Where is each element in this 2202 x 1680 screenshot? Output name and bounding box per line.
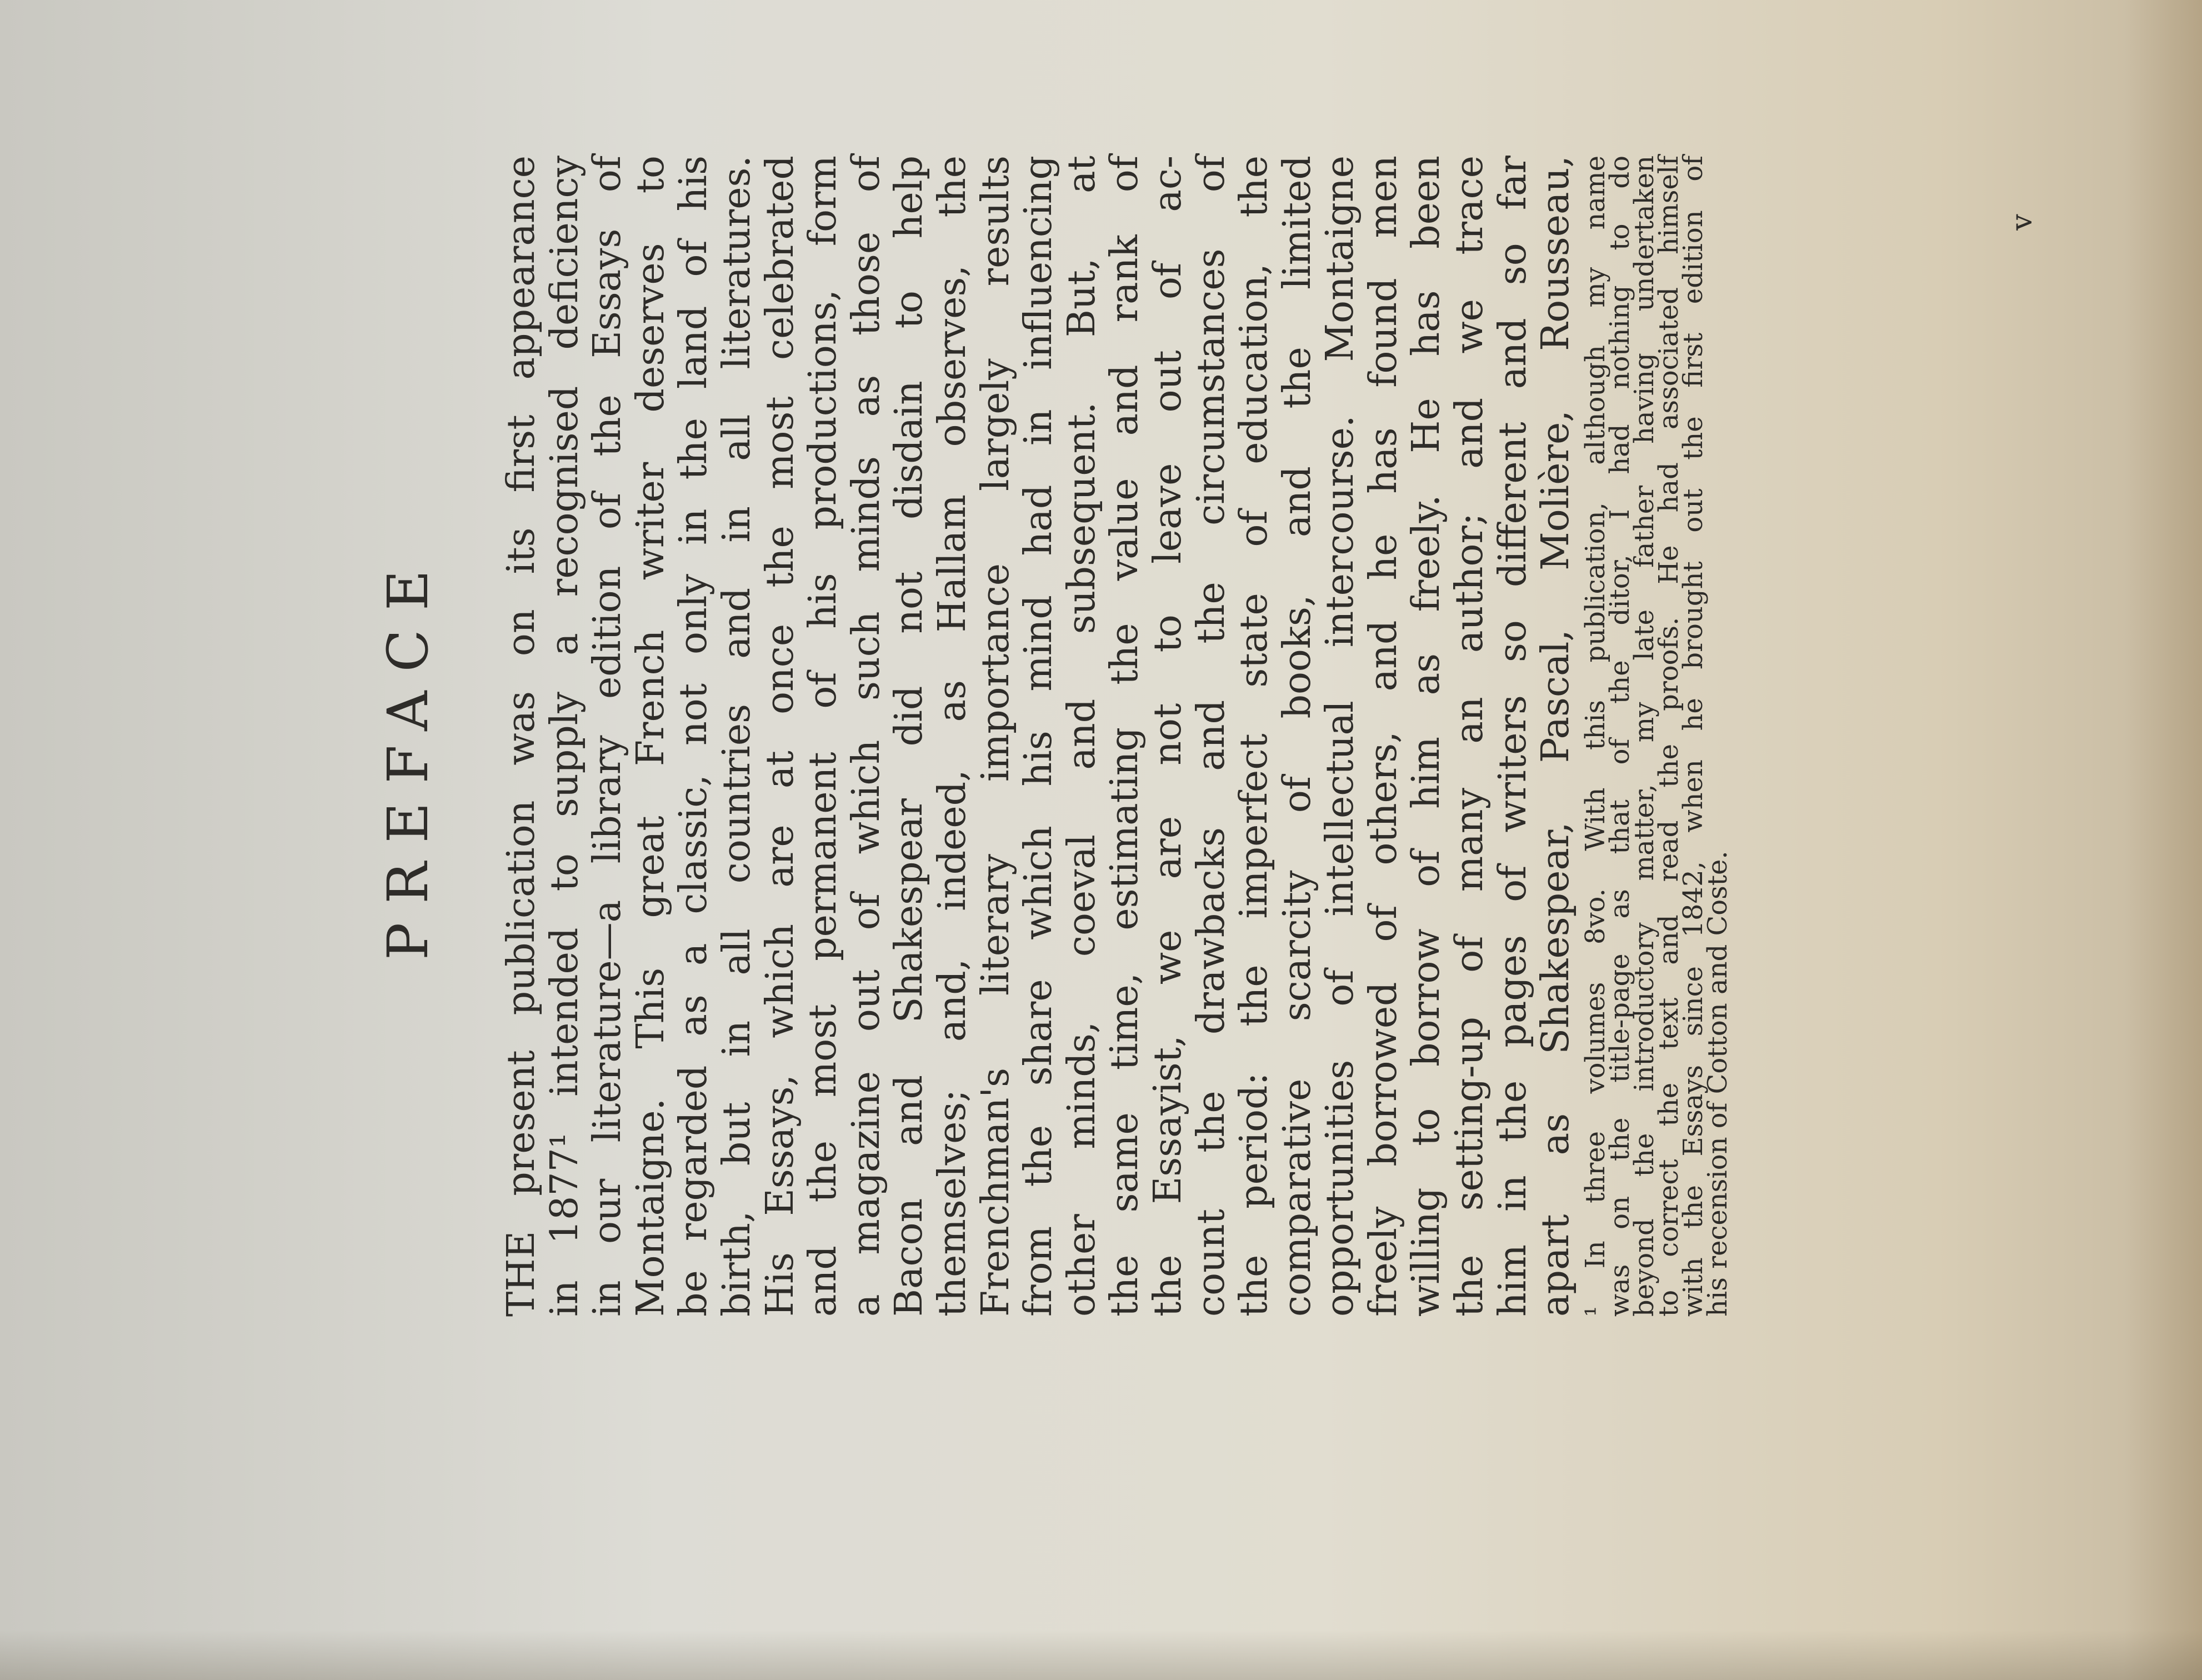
body-line: and the most permanent of his productions, form <box>801 156 845 1317</box>
footnote-line: beyond the introductory matter, my late father having undertaken <box>1628 156 1660 1317</box>
body-line: comparative scarcity of books, and the limited <box>1275 156 1319 1317</box>
footnote-line: to correct the text and read the proofs. He had associated himself <box>1653 156 1684 1317</box>
body-line: Montaigne. This great French writer deserves to <box>628 156 673 1317</box>
body-line: His Essays, which are at once the most celebrated <box>758 156 802 1317</box>
body-line: in our literature—a library edition of the Essays of <box>585 156 630 1317</box>
book-page <box>367 89 2089 1422</box>
body-line: birth, but in all countries and in all literatures. <box>714 156 759 1317</box>
body-line: count the drawbacks and the circumstances of <box>1189 156 1233 1317</box>
body-line: the period: the imperfect state of education, the <box>1232 156 1277 1317</box>
body-line: be regarded as a classic, not only in the land of his <box>672 156 716 1317</box>
page-edge-shadow <box>2124 0 2202 1680</box>
footnote <box>1579 156 1733 1317</box>
page-title: PREFACE <box>376 551 441 960</box>
footnote-line: his recension of Cotton and Coste. <box>1701 851 1733 1317</box>
footnote-line: ¹ In three volumes 8vo. With this publication, although my name <box>1579 156 1611 1317</box>
body-text <box>499 156 1733 1317</box>
body-line: the same time, estimating the value and rank of <box>1103 156 1147 1317</box>
footnote-line: with the Essays since 1842, when he brought out the first edition of <box>1677 156 1709 1317</box>
body-line: Bacon and Shakespear did not disdain to help <box>887 156 932 1317</box>
body-line: willing to borrow of him as freely. He has been <box>1404 156 1449 1317</box>
body-line: from the share which his mind had in influencing <box>1017 156 1061 1317</box>
body-line: the setting-up of many an author; and we trace <box>1448 156 1492 1317</box>
body-line: a magazine out of which such minds as those of <box>844 156 888 1317</box>
body-line: opportunities of intellectual intercourse. Montaigne <box>1318 156 1363 1317</box>
body-line: THE present publication was on its first appearance <box>499 156 543 1317</box>
footnote-line: was on the title-page as that of the ditor, I had nothing to do <box>1604 156 1635 1317</box>
body-line: Frenchman's literary importance largely results <box>973 156 1018 1317</box>
body-line: other minds, coeval and subsequent. But, at <box>1059 156 1104 1317</box>
body-line: themselves; and, indeed, as Hallam observes, the <box>930 156 974 1317</box>
body-line: apart as Shakespear, Pascal, Molière, Rousseau, <box>1534 156 1578 1317</box>
body-line: him in the pages of writers so different and so far <box>1490 156 1535 1317</box>
page-number: v <box>2005 214 2039 231</box>
bottom-shadow <box>0 1630 2202 1680</box>
body-line: the Essayist, we are not to leave out of ac- <box>1145 156 1190 1317</box>
body-line: freely borrowed of others, and he has found men <box>1361 156 1405 1317</box>
body-line: in 1877¹ intended to supply a recognised deficiency <box>542 156 587 1317</box>
